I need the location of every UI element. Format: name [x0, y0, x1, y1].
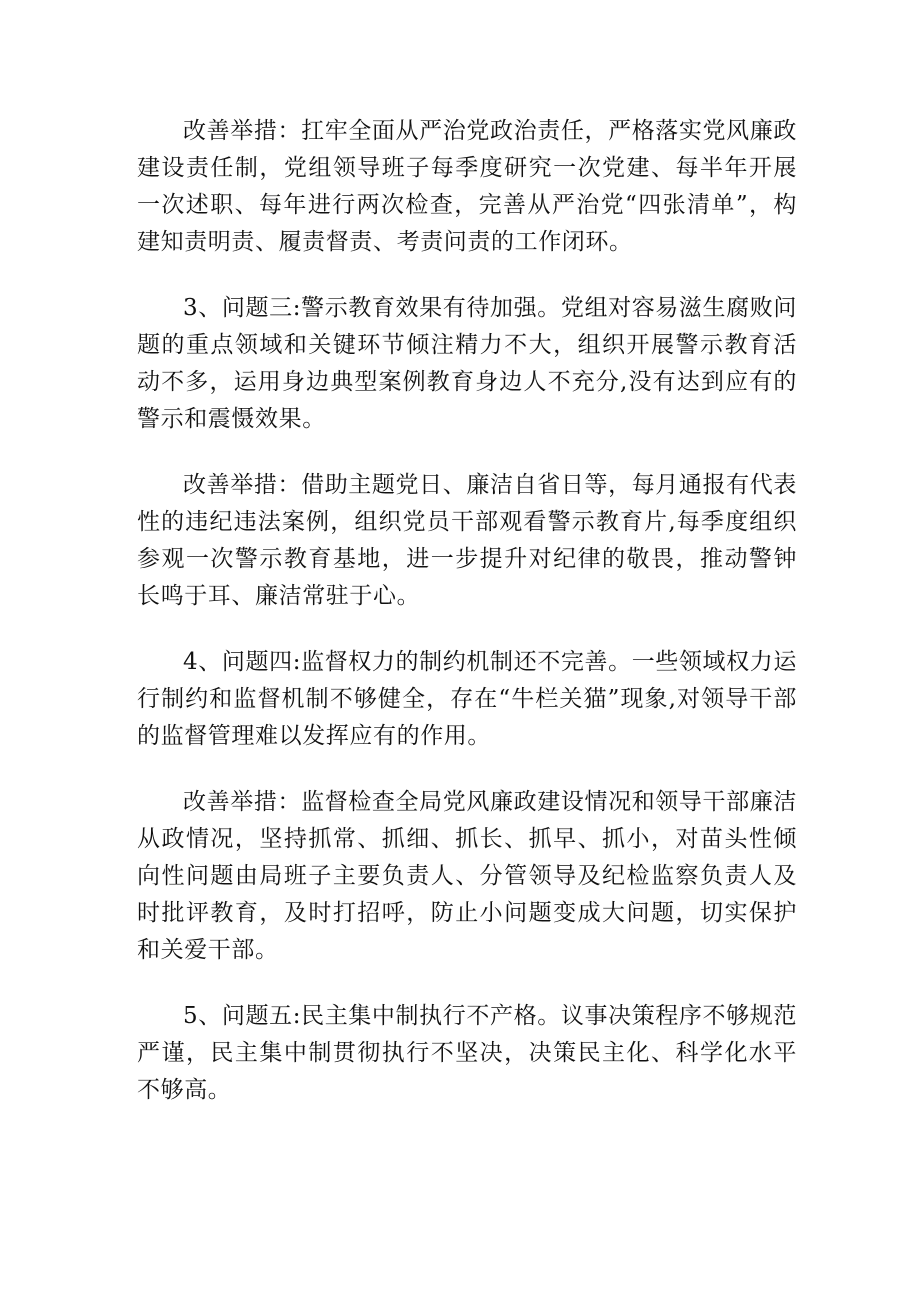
paragraph-problem-5: 5、问题五:民主集中制执行不产格。议事决策程序不够规范严谨，民主集中制贯彻执行不坚决，决策民主化、科学化水平不够高。 — [137, 1003, 797, 1103]
paragraph-problem-4: 4、问题四:监督权力的制约机制还不完善。一些领域权力运行制约和监督机制不够健全，存在“牛栏关猫”现象,对领导干部的监督管理难以发挥应有的作用。 — [137, 649, 797, 749]
paragraph-measure-4: 改善举措：监督检查全局党风廉政建设情况和领导干部廉洁从政情况，坚持抓常、抓细、抓长、抓早、抓小，对苗头性倾向性问题由局班子主要负责人、分管领导及纪检监察负责人及时批评教育，及时打招呼，防止小问题变成大问题，切实保护和关爱干部。 — [137, 789, 797, 963]
paragraph-measure-3: 改善举措：借助主题党日、廉洁自省日等，每月通报有代表性的违纪违法案例，组织党员干部观看警示教育片,每季度组织参观一次警示教育基地，进一步提升对纪律的敬畏，推动警钟长鸣于耳、廉洁常驻于心。 — [137, 472, 797, 609]
paragraph-measure-2: 改善举措：扛牢全面从严治党政治责任，严格落实党风廉政建设责任制，党组领导班子每季度研究一次党建、每半年开展一次述职、每年进行两次检查，完善从严治党“四张清单”，构建知责明责、履责督责、考责问责的工作闭环。 — [137, 118, 797, 255]
paragraph-problem-3: 3、问题三:警示教育效果有待加强。党组对容易滋生腐败问题的重点领域和关键环节倾注精力不大，组织开展警示教育活动不多，运用身边典型案例教育身边人不充分,没有达到应有的警示和震慑效果。 — [137, 295, 797, 432]
document-body — [137, 113, 797, 1138]
